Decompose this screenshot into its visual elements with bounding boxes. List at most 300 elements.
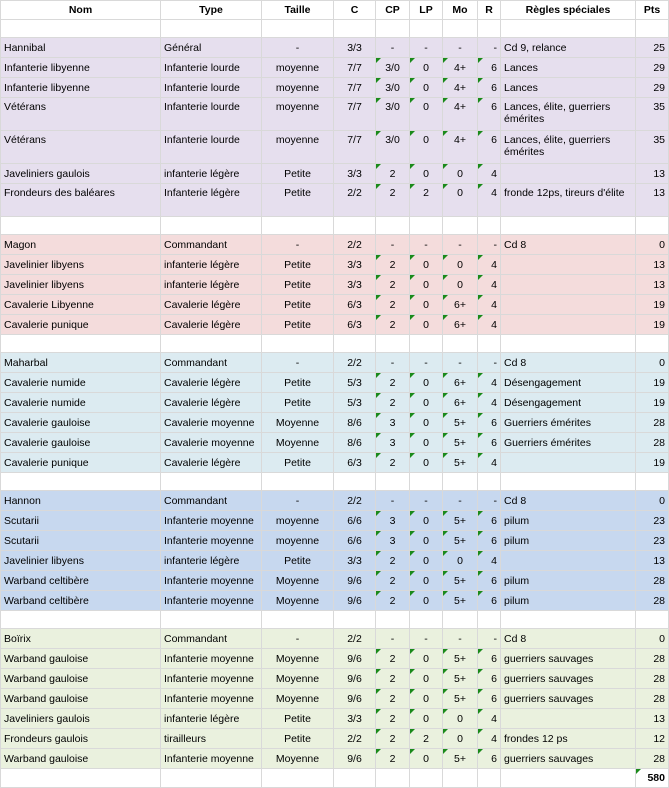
cell-mo: 0 [443,709,478,729]
cell-c: 2/2 [334,491,376,511]
empty-cell [1,769,161,788]
cell-type: Infanterie moyenne [161,749,262,769]
header-row [1,1,669,20]
table-row [1,275,669,295]
cell-regles [501,315,636,335]
cell-type: infanterie légère [161,164,262,184]
cell-nom: Hannon [1,491,161,511]
cell-type: Cavalerie légère [161,315,262,335]
cell-pts: 13 [636,184,669,217]
cell-type: Commandant [161,491,262,511]
empty-cell [334,611,376,629]
empty-cell [501,217,636,235]
cell-r: 4 [478,453,501,473]
cell-taille: moyenne [262,131,334,164]
cell-taille: Moyenne [262,433,334,453]
col-header-type: Type [161,1,262,20]
table-row [1,413,669,433]
cell-lp: 0 [410,453,443,473]
table-row [1,393,669,413]
cell-cp: - [376,353,410,373]
cell-taille: moyenne [262,58,334,78]
empty-cell [443,769,478,788]
empty-cell [443,217,478,235]
cell-c: 9/6 [334,571,376,591]
cell-pts: 29 [636,58,669,78]
cell-lp: 0 [410,511,443,531]
table-row [1,98,669,131]
cell-pts: 29 [636,78,669,98]
cell-regles: Cd 9, relance [501,38,636,58]
cell-type: Commandant [161,353,262,373]
cell-type: Général [161,38,262,58]
cell-lp: 0 [410,275,443,295]
cell-pts: 19 [636,373,669,393]
empty-cell [262,20,334,38]
empty-cell [376,335,410,353]
cell-lp: - [410,235,443,255]
cell-taille: Petite [262,184,334,217]
table-row [1,729,669,749]
cell-type: Infanterie moyenne [161,591,262,611]
col-header-nom: Nom [1,1,161,20]
cell-type: Infanterie lourde [161,78,262,98]
cell-c: 2/2 [334,235,376,255]
cell-r: 4 [478,393,501,413]
cell-lp: - [410,629,443,649]
empty-cell [262,769,334,788]
cell-nom: Javelinier libyens [1,275,161,295]
cell-pts: 13 [636,255,669,275]
empty-cell [478,335,501,353]
cell-taille: Moyenne [262,649,334,669]
table-row [1,315,669,335]
empty-cell [334,769,376,788]
cell-mo: 5+ [443,669,478,689]
cell-mo: 5+ [443,749,478,769]
cell-r: 6 [478,669,501,689]
cell-cp: - [376,629,410,649]
col-header-regles: Règles spéciales [501,1,636,20]
cell-regles [501,453,636,473]
cell-c: 2/2 [334,729,376,749]
cell-lp: 0 [410,164,443,184]
empty-cell [478,769,501,788]
cell-cp: 3 [376,413,410,433]
table-row [1,78,669,98]
cell-pts: 23 [636,531,669,551]
cell-nom: Javelinier libyens [1,255,161,275]
empty-cell [636,473,669,491]
empty-cell [501,611,636,629]
cell-regles: Lances [501,78,636,98]
cell-mo: 0 [443,551,478,571]
cell-mo: - [443,353,478,373]
cell-nom: Warband gauloise [1,689,161,709]
table-row [1,164,669,184]
cell-cp: - [376,491,410,511]
cell-taille: moyenne [262,511,334,531]
cell-regles: Guerriers émérites [501,433,636,453]
cell-regles [501,275,636,295]
cell-nom: Cavalerie punique [1,453,161,473]
cell-c: 8/6 [334,433,376,453]
cell-c: 8/6 [334,413,376,433]
cell-r: 6 [478,413,501,433]
cell-nom: Frondeurs gaulois [1,729,161,749]
cell-r: - [478,491,501,511]
cell-nom: Javeliniers gaulois [1,164,161,184]
cell-type: Infanterie légère [161,184,262,217]
cell-c: 5/3 [334,373,376,393]
cell-c: 3/3 [334,164,376,184]
cell-pts: 25 [636,38,669,58]
table-row [1,669,669,689]
cell-mo: 5+ [443,571,478,591]
cell-type: Infanterie lourde [161,98,262,131]
table-row [1,571,669,591]
cell-lp: 0 [410,315,443,335]
cell-mo: 0 [443,255,478,275]
cell-pts: 35 [636,131,669,164]
cell-nom: Infanterie libyenne [1,78,161,98]
cell-regles: fronde 12ps, tireurs d'élite [501,184,636,217]
empty-cell [443,335,478,353]
cell-type: Cavalerie moyenne [161,433,262,453]
empty-cell [443,473,478,491]
cell-r: - [478,353,501,373]
empty-cell [262,473,334,491]
cell-regles: pilum [501,571,636,591]
table-row [1,551,669,571]
empty-cell [262,611,334,629]
cell-mo: 5+ [443,453,478,473]
cell-pts: 28 [636,591,669,611]
cell-nom: Warband gauloise [1,669,161,689]
cell-type: Infanterie moyenne [161,571,262,591]
cell-r: 6 [478,58,501,78]
cell-cp: 3 [376,531,410,551]
cell-type: Infanterie lourde [161,58,262,78]
cell-mo: 6+ [443,373,478,393]
cell-taille: - [262,629,334,649]
empty-cell [501,335,636,353]
cell-regles: Lances [501,58,636,78]
table-row [1,353,669,373]
cell-pts: 23 [636,511,669,531]
cell-lp: 0 [410,295,443,315]
empty-cell [376,473,410,491]
cell-type: Infanterie moyenne [161,669,262,689]
cell-nom: Maharbal [1,353,161,373]
table-row [1,373,669,393]
cell-lp: 2 [410,729,443,749]
cell-taille: Petite [262,709,334,729]
cell-c: 6/3 [334,453,376,473]
cell-c: 3/3 [334,551,376,571]
cell-type: infanterie légère [161,551,262,571]
cell-cp: 2 [376,571,410,591]
cell-pts: 12 [636,729,669,749]
cell-lp: 0 [410,58,443,78]
cell-lp: 0 [410,749,443,769]
empty-cell [1,335,161,353]
table-row [1,235,669,255]
cell-nom: Cavalerie gauloise [1,433,161,453]
table-row [1,38,669,58]
cell-mo: 4+ [443,131,478,164]
cell-regles: Lances, élite, guerriers émérites [501,98,636,131]
cell-c: 3/3 [334,255,376,275]
empty-cell [410,769,443,788]
cell-cp: 2 [376,373,410,393]
cell-lp: 0 [410,591,443,611]
cell-lp: - [410,353,443,373]
cell-nom: Hannibal [1,38,161,58]
empty-cell [262,217,334,235]
cell-r: 6 [478,649,501,669]
col-header-taille: Taille [262,1,334,20]
cell-mo: 0 [443,729,478,749]
cell-c: 2/2 [334,184,376,217]
table-row [1,511,669,531]
cell-nom: Warband celtibère [1,571,161,591]
cell-lp: 0 [410,78,443,98]
cell-pts: 0 [636,629,669,649]
cell-regles: Cd 8 [501,353,636,373]
cell-r: 6 [478,749,501,769]
cell-taille: Petite [262,164,334,184]
empty-cell [410,217,443,235]
table-row [1,255,669,275]
cell-r: 4 [478,709,501,729]
empty-cell [262,335,334,353]
cell-lp: 2 [410,184,443,217]
cell-nom: Infanterie libyenne [1,58,161,78]
cell-pts: 28 [636,571,669,591]
empty-cell [410,20,443,38]
cell-nom: Warband gauloise [1,749,161,769]
cell-regles [501,164,636,184]
cell-r: - [478,235,501,255]
cell-cp: 2 [376,591,410,611]
cell-lp: 0 [410,255,443,275]
cell-r: 4 [478,275,501,295]
cell-type: Cavalerie légère [161,393,262,413]
cell-regles: Lances, élite, guerriers émérites [501,131,636,164]
cell-mo: 5+ [443,433,478,453]
empty-cell [161,473,262,491]
empty-cell [1,20,161,38]
empty-cell [501,769,636,788]
empty-cell [334,20,376,38]
cell-taille: Petite [262,551,334,571]
cell-regles: Cd 8 [501,629,636,649]
cell-pts: 19 [636,315,669,335]
cell-mo: - [443,491,478,511]
cell-mo: 0 [443,164,478,184]
cell-nom: Cavalerie numide [1,373,161,393]
table-row [1,433,669,453]
cell-cp: 3/0 [376,131,410,164]
cell-cp: 3/0 [376,58,410,78]
spacer-row [1,217,669,235]
spacer-row [1,473,669,491]
empty-cell [443,20,478,38]
cell-nom: Cavalerie gauloise [1,413,161,433]
empty-cell [478,20,501,38]
cell-cp: 2 [376,669,410,689]
cell-regles: pilum [501,511,636,531]
cell-r: 6 [478,591,501,611]
cell-taille: - [262,491,334,511]
cell-taille: Petite [262,453,334,473]
cell-pts: 0 [636,235,669,255]
cell-nom: Magon [1,235,161,255]
cell-r: 6 [478,511,501,531]
cell-mo: 4+ [443,98,478,131]
col-header-cp: CP [376,1,410,20]
cell-regles: pilum [501,591,636,611]
cell-lp: 0 [410,413,443,433]
empty-cell [636,20,669,38]
cell-type: infanterie légère [161,709,262,729]
empty-cell [501,473,636,491]
cell-c: 9/6 [334,649,376,669]
cell-cp: 2 [376,275,410,295]
cell-nom: Scutarii [1,511,161,531]
cell-r: 6 [478,98,501,131]
cell-r: 6 [478,78,501,98]
cell-r: - [478,629,501,649]
empty-cell [334,473,376,491]
cell-mo: 4+ [443,78,478,98]
cell-pts: 28 [636,669,669,689]
cell-taille: Moyenne [262,669,334,689]
spacer-row [1,335,669,353]
cell-cp: 2 [376,184,410,217]
cell-type: Infanterie lourde [161,131,262,164]
cell-c: 2/2 [334,353,376,373]
cell-r: 4 [478,255,501,275]
cell-c: 7/7 [334,98,376,131]
cell-taille: Petite [262,275,334,295]
cell-c: 6/3 [334,315,376,335]
cell-pts: 35 [636,98,669,131]
cell-mo: 4+ [443,58,478,78]
cell-r: 6 [478,433,501,453]
cell-pts: 13 [636,164,669,184]
empty-cell [376,20,410,38]
cell-r: 4 [478,729,501,749]
cell-mo: 6+ [443,315,478,335]
cell-c: 3/3 [334,709,376,729]
empty-cell [161,335,262,353]
cell-r: 6 [478,571,501,591]
cell-nom: Boïrix [1,629,161,649]
cell-regles: guerriers sauvages [501,649,636,669]
empty-cell [636,335,669,353]
cell-lp: 0 [410,393,443,413]
empty-cell [478,473,501,491]
cell-cp: - [376,235,410,255]
table-row [1,649,669,669]
cell-cp: 3/0 [376,78,410,98]
cell-cp: 2 [376,649,410,669]
cell-pts: 28 [636,649,669,669]
cell-c: 7/7 [334,78,376,98]
cell-cp: - [376,38,410,58]
cell-mo: 6+ [443,295,478,315]
empty-cell [376,217,410,235]
cell-nom: Cavalerie punique [1,315,161,335]
cell-type: infanterie légère [161,275,262,295]
cell-c: 7/7 [334,58,376,78]
table-row [1,453,669,473]
cell-type: Cavalerie légère [161,453,262,473]
empty-cell [478,217,501,235]
col-header-mo: Mo [443,1,478,20]
cell-pts: 0 [636,353,669,373]
cell-regles: Guerriers émérites [501,413,636,433]
empty-cell [410,473,443,491]
cell-cp: 2 [376,709,410,729]
empty-cell [636,611,669,629]
empty-cell [501,20,636,38]
empty-cell [376,769,410,788]
spacer-row [1,611,669,629]
cell-lp: 0 [410,649,443,669]
cell-taille: moyenne [262,98,334,131]
cell-lp: - [410,38,443,58]
table-row [1,58,669,78]
cell-nom: Scutarii [1,531,161,551]
cell-r: 6 [478,531,501,551]
cell-taille: Moyenne [262,413,334,433]
cell-r: 6 [478,689,501,709]
cell-nom: Javelinier libyens [1,551,161,571]
cell-regles [501,295,636,315]
spacer-row [1,20,669,38]
cell-r: - [478,38,501,58]
cell-c: 9/6 [334,689,376,709]
cell-taille: Moyenne [262,689,334,709]
cell-taille: moyenne [262,531,334,551]
cell-c: 3/3 [334,38,376,58]
empty-cell [334,217,376,235]
table-row [1,491,669,511]
cell-nom: Vétérans [1,98,161,131]
cell-pts: 19 [636,295,669,315]
empty-cell [443,611,478,629]
empty-cell [410,611,443,629]
cell-cp: 2 [376,689,410,709]
cell-mo: 0 [443,184,478,217]
total-points: 580 [636,769,669,788]
cell-mo: 5+ [443,649,478,669]
cell-regles [501,255,636,275]
cell-c: 2/2 [334,629,376,649]
cell-r: 4 [478,295,501,315]
cell-type: Infanterie moyenne [161,689,262,709]
cell-type: Cavalerie légère [161,295,262,315]
cell-taille: moyenne [262,78,334,98]
cell-taille: Petite [262,729,334,749]
cell-regles: Cd 8 [501,491,636,511]
cell-mo: - [443,235,478,255]
cell-regles: Désengagement [501,373,636,393]
empty-cell [161,611,262,629]
